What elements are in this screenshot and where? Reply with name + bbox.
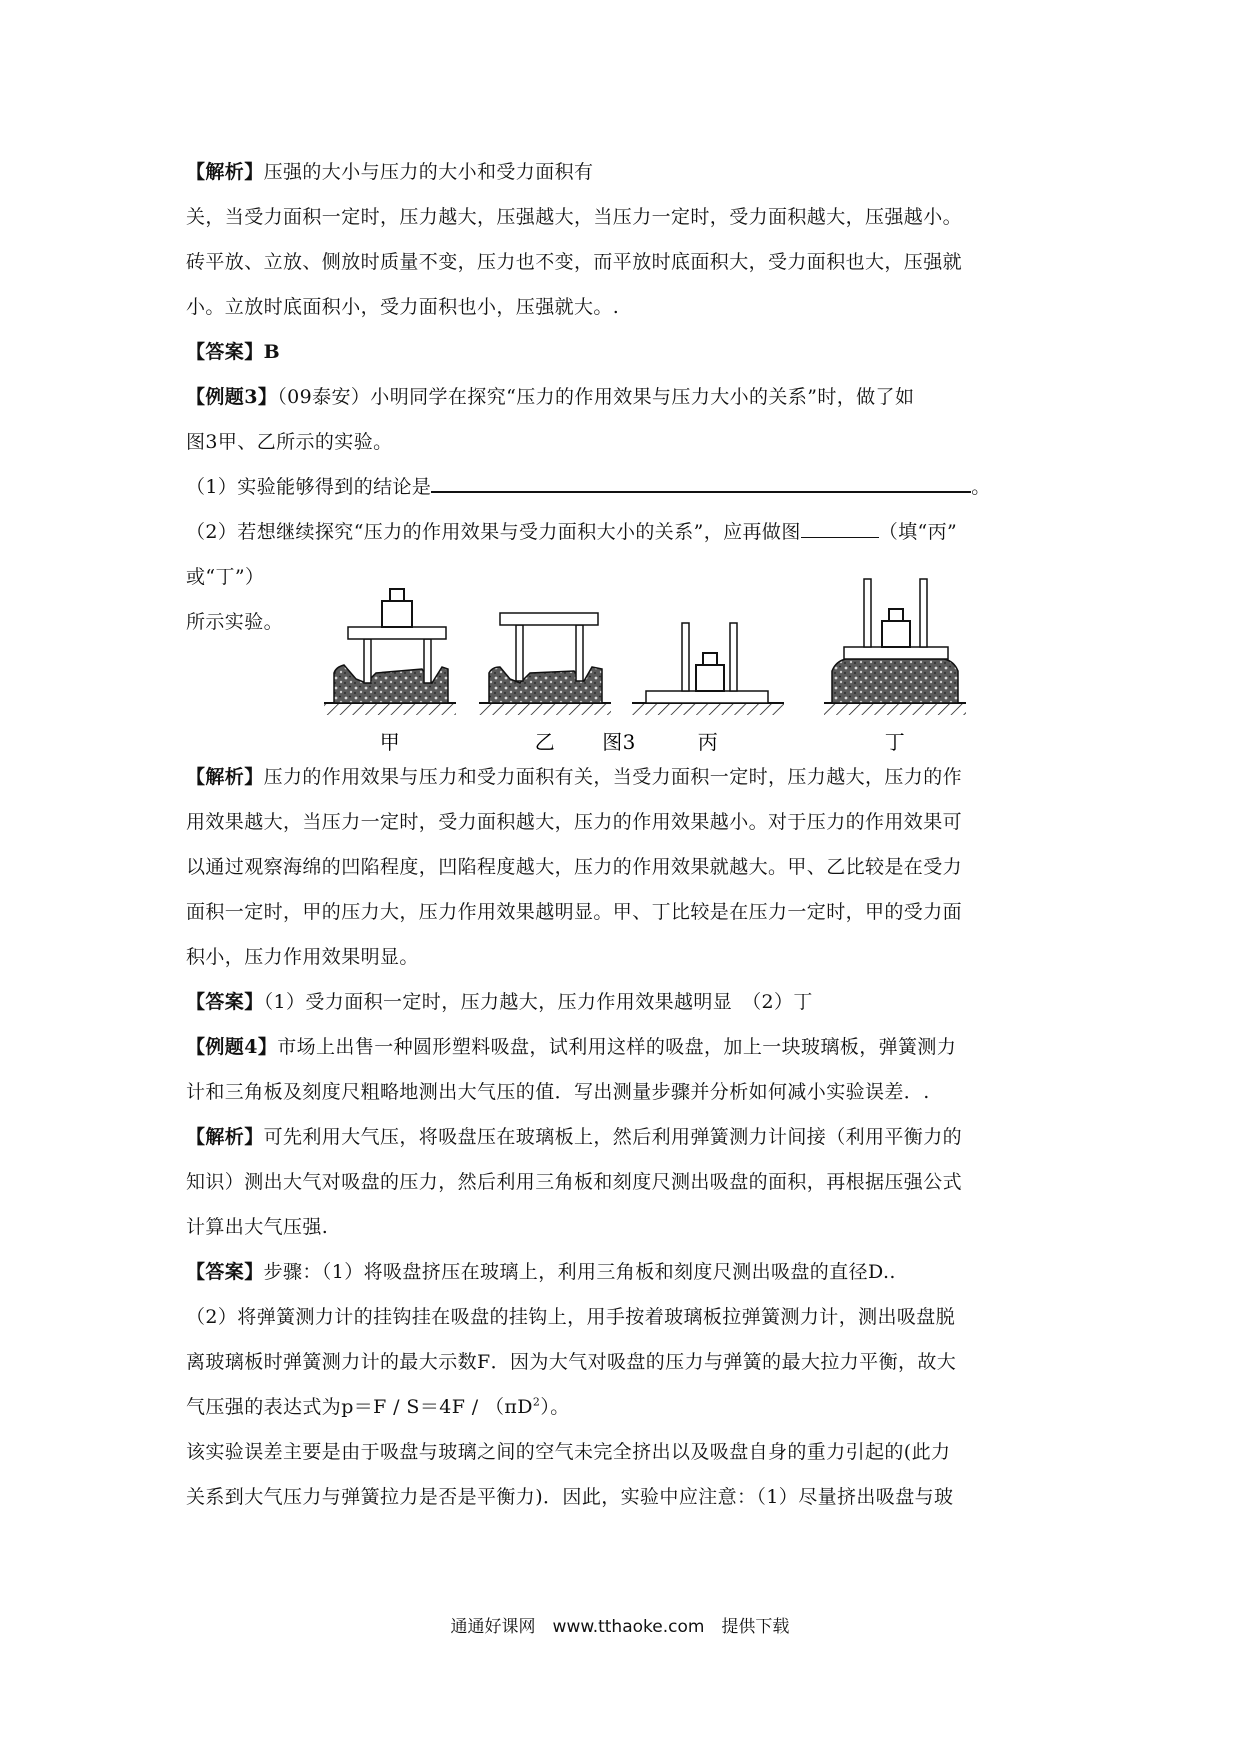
answer-blank-1[interactable] <box>431 467 971 493</box>
example3-tag: 【例题3】 <box>186 386 278 408</box>
label-jia: 甲 <box>379 730 401 754</box>
text-line: 计和三角板及刻度尺粗略地测出大气压的值．写出测量步骤并分析如何减小实验误差．. <box>186 1081 930 1103</box>
text-line: 积小，压力作用效果明显。 <box>186 946 419 968</box>
question-2-continued: 或“丁”） 所示实验。 <box>186 566 284 633</box>
analysis-tag: 【解析】 <box>186 766 264 788</box>
example4-tag: 【例题4】 <box>186 1036 278 1058</box>
formula-line: 气压强的表达式为$p=F / S=4F / (\pi D^2)$。 <box>186 1395 570 1418</box>
label-yi: 乙 <box>534 730 556 754</box>
text-line: 以通过观察海绵的凹陷程度，凹陷程度越大，压力的作用效果就越大。甲、乙比较是在受力 <box>186 856 963 878</box>
example3-heading: 【例题3】（09泰安）小明同学在探究“压力的作用效果与压力大小的关系”时，做了如 <box>186 386 915 408</box>
figure-row <box>186 555 1061 755</box>
text-line: 离玻璃板时弹簧测力计的最大示数F．因为大气对吸盘的压力与弹簧的最大拉力平衡，故大 <box>186 1351 957 1373</box>
text-line: 关，当受力面积一定时，压力越大，压强越大，当压力一定时，受力面积越大，压强越小。 <box>186 206 963 228</box>
setup-ding <box>824 579 966 715</box>
answer-tag: 【答案】 <box>186 991 264 1013</box>
text-line: 关系到大气压力与弹簧拉力是否是平衡力)．因此，实验中应注意：（1）尽量挤出吸盘与玻 <box>186 1486 954 1508</box>
text-line: 砖平放、立放、侧放时质量不变，压力也不变，而平放时底面积大，受力面积也大，压强就 <box>186 251 963 273</box>
figure-caption: 图3 <box>602 730 636 754</box>
analysis-paragraph-1: 【解析】压强的大小与压力的大小和受力面积有 <box>186 161 594 183</box>
text-line: 知识）测出大气对吸盘的压力，然后利用三角板和刻度尺测出吸盘的面积，再根据压强公式 <box>186 1171 963 1193</box>
figure-3-diagram <box>324 565 1054 755</box>
text-line: 小。立放时底面积小，受力面积也小，压强就大。. <box>186 296 620 318</box>
text-line: （2）将弹簧测力计的挂钩挂在吸盘的挂钩上，用手按着玻璃板拉弹簧测力计，测出吸盘脱 <box>186 1306 956 1328</box>
setup-jia <box>324 589 456 715</box>
answer-blank-2[interactable] <box>801 513 879 538</box>
setup-bing <box>632 623 784 715</box>
analysis-paragraph-3: 【解析】可先利用大气压，将吸盘压在玻璃板上，然后利用弹簧测力计间接（利用平衡力的 <box>186 1126 963 1148</box>
text-line: 计算出大气压强. <box>186 1216 329 1238</box>
answer-tag: 【答案】 <box>186 1261 264 1283</box>
setup-yi <box>479 613 611 715</box>
question-1: （1）实验能够得到的结论是 。 <box>186 465 1061 510</box>
answer-tag: 【答案】 <box>186 341 264 363</box>
answer-line-3: 【答案】步骤：（1）将吸盘挤压在玻璃上，利用三角板和刻度尺测出吸盘的直径D.. <box>186 1261 896 1283</box>
document-body <box>186 150 1061 1520</box>
label-bing: 丙 <box>697 730 719 754</box>
answer-line-2: 【答案】（1）受力面积一定时，压力越大，压力作用效果越明显 （2）丁 <box>186 991 813 1013</box>
example4-heading: 【例题4】市场上出售一种圆形塑料吸盘，试利用这样的吸盘，加上一块玻璃板，弹簧测力 <box>186 1036 957 1058</box>
analysis-paragraph-2: 【解析】压力的作用效果与压力和受力面积有关，当受力面积一定时，压力越大，压力的作 <box>186 766 963 788</box>
question-2: （2）若想继续探究“压力的作用效果与受力面积大小的关系”，应再做图 （填“丙” <box>186 510 1061 555</box>
text-line: 图3甲、乙所示的实验。 <box>186 431 393 453</box>
text-line: 该实验误差主要是由于吸盘与玻璃之间的空气未完全挤出以及吸盘自身的重力引起的(此力 <box>186 1441 951 1463</box>
text-line: 用效果越大，当压力一定时，受力面积越大，压力的作用效果越小。对于压力的作用效果可 <box>186 811 963 833</box>
label-ding: 丁 <box>884 730 906 754</box>
analysis-tag: 【解析】 <box>186 161 264 183</box>
answer-line-1: 【答案】B <box>186 341 281 363</box>
page-footer: 通通好课网 www.tthaoke.com 提供下载 <box>450 1617 790 1637</box>
text-line: 面积一定时，甲的压力大，压力作用效果越明显。甲、丁比较是在压力一定时，甲的受力面 <box>186 901 963 923</box>
analysis-tag: 【解析】 <box>186 1126 264 1148</box>
